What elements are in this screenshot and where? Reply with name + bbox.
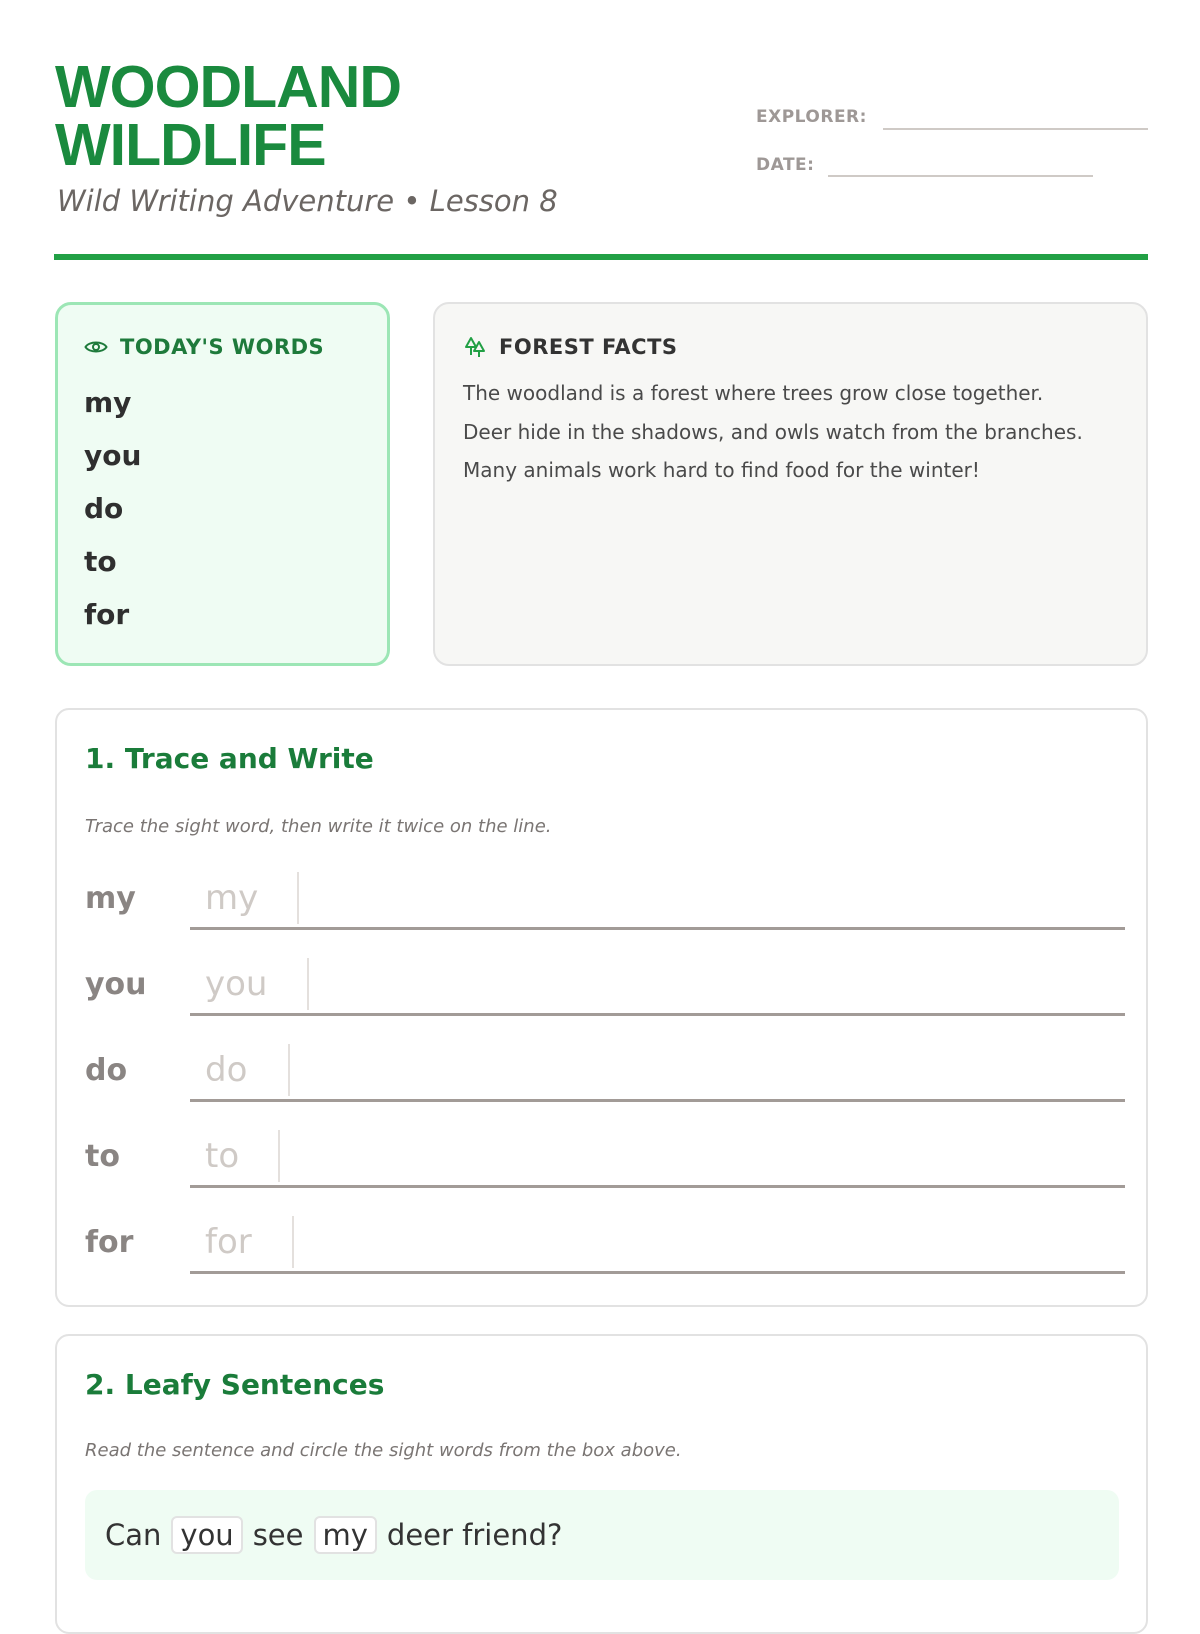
word-item: my <box>84 386 132 419</box>
writing-line[interactable] <box>190 1271 1125 1274</box>
todays-words-heading <box>84 335 324 359</box>
trace-row <box>85 1032 1125 1102</box>
title-line-1: WOODLAND <box>55 54 401 120</box>
date-label: DATE: <box>756 155 815 175</box>
trace-row <box>85 860 1125 930</box>
explorer-field[interactable] <box>883 128 1148 130</box>
trace-word-label: my <box>85 881 136 916</box>
trace-word-label: to <box>85 1139 120 1174</box>
eye-icon <box>84 338 108 356</box>
sentence-box <box>85 1490 1119 1580</box>
section-1-title: 1. Trace and Write <box>85 742 374 775</box>
trace-separator <box>307 958 309 1010</box>
date-field[interactable] <box>828 175 1093 177</box>
word-item: for <box>84 598 130 631</box>
trace-word-label: for <box>85 1225 134 1260</box>
writing-line[interactable] <box>190 1099 1125 1102</box>
sentence-word: see <box>252 1518 304 1552</box>
trace-separator <box>297 872 299 924</box>
trace-ghost-word: for <box>205 1222 252 1262</box>
leafy-sentences-section <box>55 1334 1148 1634</box>
forest-facts-text <box>463 374 1123 490</box>
trace-ghost-word: my <box>205 878 259 918</box>
word-list <box>84 383 141 648</box>
sentence-word: deer friend? <box>386 1518 563 1552</box>
trace-row <box>85 1118 1125 1188</box>
trace-separator <box>288 1044 290 1096</box>
sight-word-chip[interactable]: my <box>314 1516 377 1554</box>
word-item: you <box>84 439 142 472</box>
trace-ghost-word: to <box>205 1136 240 1176</box>
forest-facts-card <box>433 302 1148 666</box>
word-item: to <box>84 545 117 578</box>
todays-words-title: TODAY'S WORDS <box>120 335 325 359</box>
fact-line: Deer hide in the shadows, and owls watch from the branches. <box>463 419 1083 444</box>
trace-word-label: you <box>85 967 147 1002</box>
trace-ghost-word: you <box>205 964 268 1004</box>
fact-line: The woodland is a forest where trees grow close together. <box>463 381 1044 405</box>
fact-line: Many animals work hard to find food for the winter! <box>463 458 980 482</box>
sentence-word: Can <box>105 1518 162 1552</box>
worksheet-title <box>55 54 401 178</box>
trace-and-write-section <box>55 708 1148 1307</box>
title-line-2: WILDLIFE <box>55 112 326 178</box>
writing-line[interactable] <box>190 1185 1125 1188</box>
sight-word-chip[interactable]: you <box>171 1516 242 1554</box>
trees-icon <box>463 335 487 359</box>
worksheet-subtitle: Wild Writing Adventure • Lesson 8 <box>57 184 558 218</box>
trace-row <box>85 1204 1125 1274</box>
forest-facts-title: FOREST FACTS <box>499 335 678 359</box>
trace-ghost-word: do <box>205 1050 248 1090</box>
todays-words-card <box>55 302 390 666</box>
explorer-label: EXPLORER: <box>756 107 867 127</box>
word-item: do <box>84 492 124 525</box>
section-1-instruction: Trace the sight word, then write it twice on the line. <box>85 816 552 837</box>
header-divider <box>54 254 1148 260</box>
trace-separator <box>278 1130 280 1182</box>
section-2-instruction: Read the sentence and circle the sight words from the box above. <box>85 1440 682 1461</box>
trace-separator <box>292 1216 294 1268</box>
section-2-title: 2. Leafy Sentences <box>85 1368 385 1401</box>
forest-facts-heading <box>463 335 678 359</box>
trace-word-label: do <box>85 1053 128 1088</box>
trace-row <box>85 946 1125 1016</box>
writing-line[interactable] <box>190 927 1125 930</box>
writing-line[interactable] <box>190 1013 1125 1016</box>
